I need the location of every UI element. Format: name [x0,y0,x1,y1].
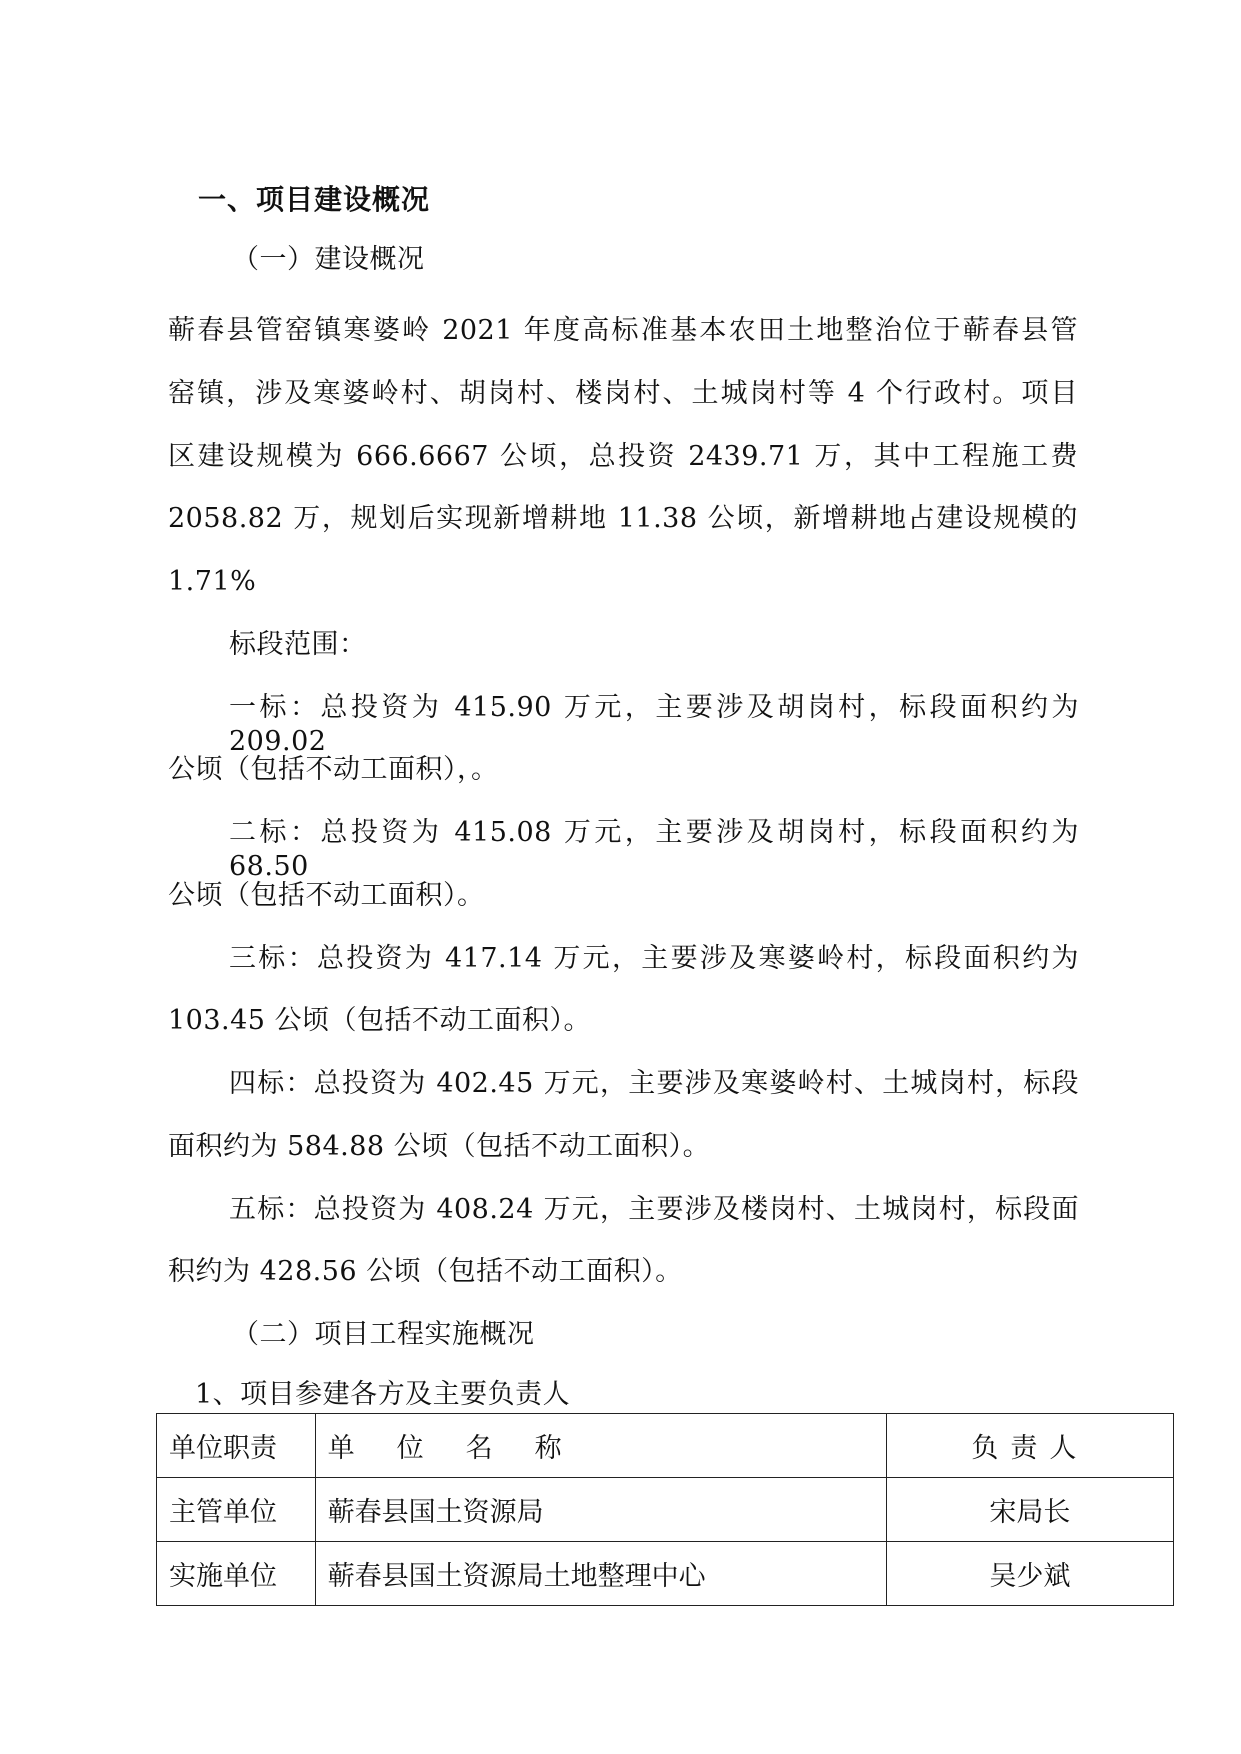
subsection-heading-2: （二）项目工程实施概况 [232,1319,535,1350]
cell-person: 宋局长 [886,1478,1173,1542]
intro-line-4: 2058.82 万，规划后实现新增耕地 11.38 公顷，新增耕地占建设规模的 [168,503,1078,534]
intro-line-5: 1.71% [168,566,257,597]
responsibility-table [156,1413,1174,1606]
bid-5-line-2: 积约为 428.56 公顷（包括不动工面积）。 [168,1256,683,1287]
section-heading: 一、项目建设概况 [198,183,431,216]
intro-line-3: 区建设规模为 666.6667 公顷，总投资 2439.71 万，其中工程施工费 [168,441,1078,472]
bid-3-line-1: 三标：总投资为 417.14 万元，主要涉及寒婆岭村，标段面积约为 [229,943,1079,974]
header-cell-role: 单位职责 [157,1414,316,1478]
item-1-heading: 1、项目参建各方及主要负责人 [195,1379,571,1410]
bid-1-line-2: 公顷（包括不动工面积），。 [168,754,499,785]
bid-4-line-1: 四标：总投资为 402.45 万元，主要涉及寒婆岭村、土城岗村，标段 [229,1068,1079,1099]
cell-role: 主管单位 [157,1478,316,1542]
bid-2-line-1: 二标：总投资为 415.08 万元，主要涉及胡岗村，标段面积约为 68.50 [229,817,1079,882]
subsection-heading-1: （一）建设概况 [232,244,425,275]
header-cell-person: 负责人 [886,1414,1173,1478]
bid-scope-label: 标段范围： [229,629,367,660]
bid-5-line-1: 五标：总投资为 408.24 万元，主要涉及楼岗村、土城岗村，标段面 [229,1194,1079,1225]
cell-role: 实施单位 [157,1542,316,1606]
table-row [157,1478,1174,1542]
bid-4-line-2: 面积约为 584.88 公顷（包括不动工面积）。 [168,1131,711,1162]
header-cell-unit-name: 单位名称 [315,1414,886,1478]
bid-2-line-2: 公顷（包括不动工面积）。 [168,880,485,911]
intro-line-1: 蕲春县管窑镇寒婆岭 2021 年度高标准基本农田土地整治位于蕲春县管 [168,315,1078,346]
cell-unit-name: 蕲春县国土资源局 [315,1478,886,1542]
intro-line-2: 窑镇，涉及寒婆岭村、胡岗村、楼岗村、土城岗村等 4 个行政村。项目 [168,378,1078,409]
table-header-row [157,1414,1174,1478]
cell-unit-name: 蕲春县国土资源局土地整理中心 [315,1542,886,1606]
table-row [157,1542,1174,1606]
bid-3-line-2: 103.45 公顷（包括不动工面积）。 [168,1005,592,1036]
cell-person: 吴少斌 [886,1542,1173,1606]
bid-1-line-1: 一标：总投资为 415.90 万元，主要涉及胡岗村，标段面积约为 209.02 [229,692,1079,757]
